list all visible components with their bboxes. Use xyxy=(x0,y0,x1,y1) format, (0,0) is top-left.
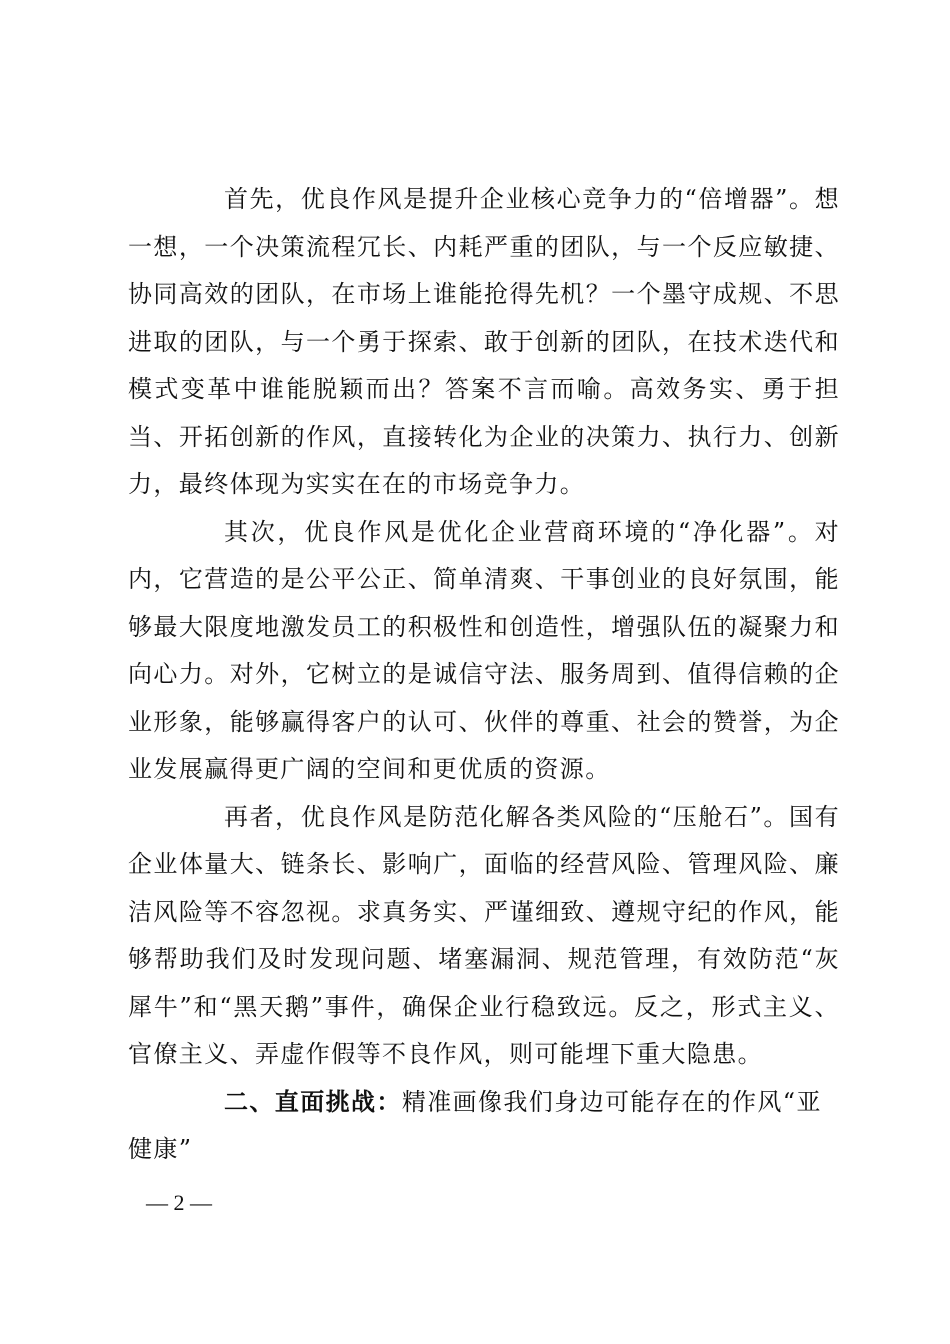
paragraph-business-environment: 其次，优良作风是优化企业营商环境的“净化器”。对内，它营造的是公平公正、简单清爽、干事创业的良好氛围，能够最大限度地激发员工的积极性和创造性，增强队伍的凝聚力和向心力。对外，它树立的是诚信守法、服务周到、值得信赖的企业形象，能够赢得客户的认可、伙伴的尊重、社会的赞誉，为企业发展赢得更广阔的空间和更优质的资源。 xyxy=(128,517,840,783)
section-heading xyxy=(128,1079,840,1174)
document-body xyxy=(128,176,840,1174)
paragraph-risk-prevention: 再者，优良作风是防范化解各类风险的“压舱石”。国有企业体量大、链条长、影响广，面临的经营风险、管理风险、廉洁风险等不容忽视。求真务实、严谨细致、遵规守纪的作风，能够帮助我们及时发现问题、堵塞漏洞、规范管理，有效防范“灰犀牛”和“黑天鹅”事件，确保企业行稳致远。反之，形式主义、官僚主义、弄虚作假等不良作风，则可能埋下重大隐患。 xyxy=(128,802,840,1068)
section-heading-title: 二、直面挑战： xyxy=(224,1087,402,1116)
paragraph-competitiveness: 首先，优良作风是提升企业核心竞争力的“倍增器”。想一想，一个决策流程冗长、内耗严重的团队，与一个反应敏捷、协同高效的团队，在市场上谁能抢得先机？一个墨守成规、不思进取的团队，与一个勇于探索、敢于创新的团队，在技术迭代和模式变革中谁能脱颖而出？答案不言而喻。高效务实、勇于担当、开拓创新的作风，直接转化为企业的决策力、执行力、创新力，最终体现为实实在在的市场竞争力。 xyxy=(128,185,840,498)
page-number: — 2 — xyxy=(146,1190,212,1215)
section-heading-subtitle: 精准画像我们身边可能存在的作风“亚健康” xyxy=(128,1087,822,1163)
